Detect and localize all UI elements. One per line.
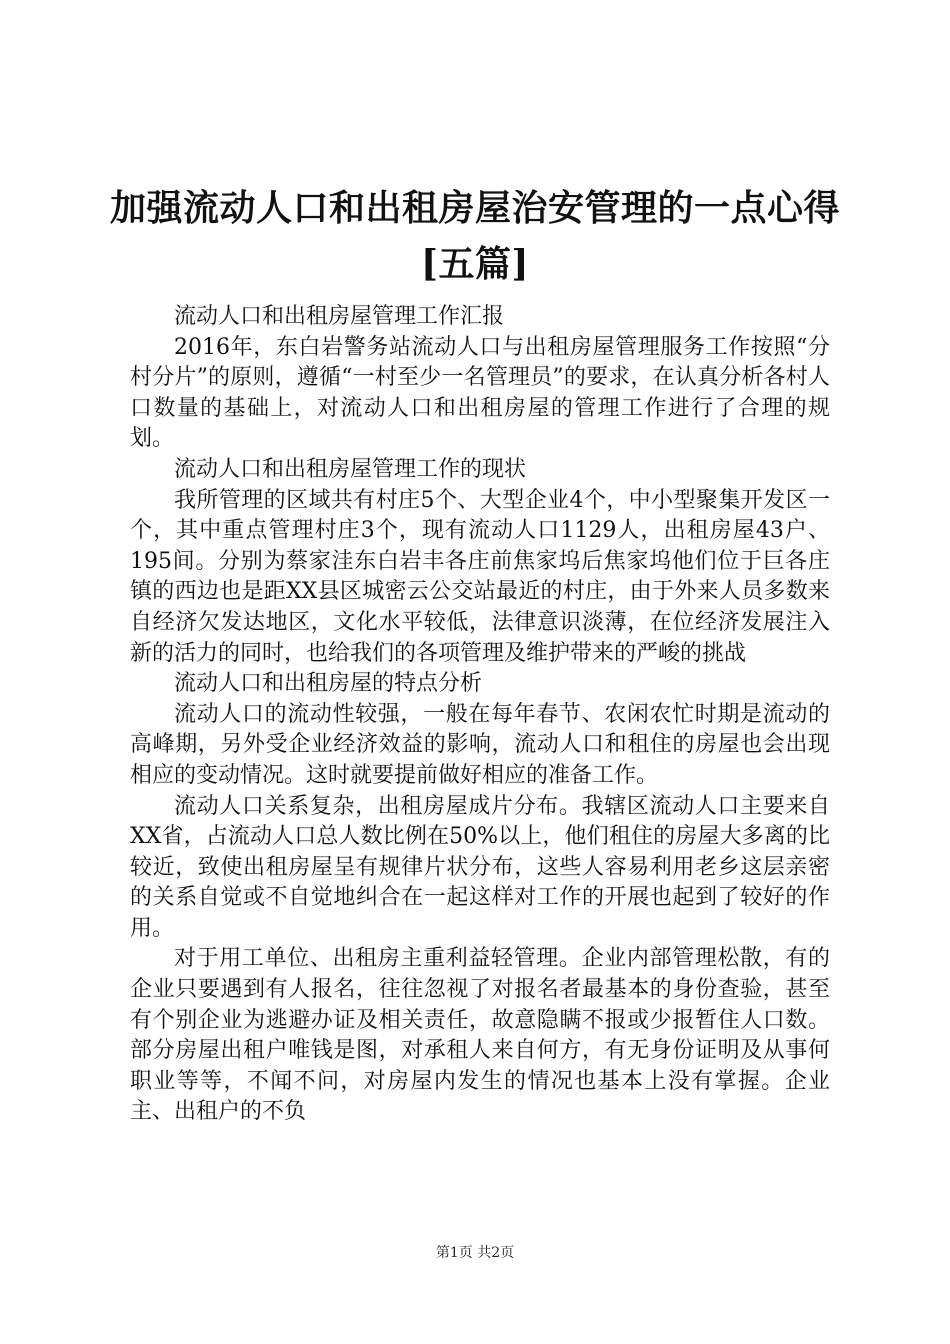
paragraph: 2016年，东白岩警务站流动人口与出租房屋管理服务工作按照“分村分片”的原则，遵循“一村至少一名管理员”的要求，在认真分析各村人口数量的基础上，对流动人口和出租房屋的管理工作进行了合理的规划。: [130, 334, 830, 452]
paragraph: 我所管理的区域共有村庄5个、大型企业4个，中小型聚集开发区一个，其中重点管理村庄3个，现有流动人口1129人，出租房屋43户、195间。分别为蔡家洼东白岩丰各庄前焦家坞后焦家坞他们位于巨各庄镇的西边也是距XX县区城密云公交站最近的村庄，由于外来人员多数来自经济欠发达地区，文化水平较低，法律意识淡薄，在位经济发展注入新的活力的同时，也给我们的各项管理及维护带来的严峻的挑战: [130, 487, 830, 666]
section-heading: 流动人口和出租房屋管理工作汇报: [174, 304, 505, 329]
document-title-subtitle: [五篇]: [420, 243, 530, 285]
paragraph: 对于用工单位、出租房主重利益轻管理。企业内部管理松散，有的企业只要遇到有人报名，往往忽视了对报名者最基本的身份查验，甚至有个别企业为逃避办证及相关责任，故意隐瞒不报或少报暂住人口数。部分房屋出租户唯钱是图，对承租人来自何方，有无身份证明及从事何职业等等，不闻不问，对房屋内发生的情况也基本上没有掌握。企业主、出租户的不负: [130, 946, 830, 1125]
page-number-footer: 第1页 共2页: [435, 1245, 515, 1261]
paragraph: 流动人口关系复杂，出租房屋成片分布。我辖区流动人口主要来自XX省，占流动人口总人数比例在50%以上，他们租住的房屋大多离的比较近，致使出租房屋呈有规律片状分布，这些人容易利用老乡这层亲密的关系自觉或不自觉地纠合在一起这样对工作的开展也起到了较好的作用。: [130, 793, 830, 941]
document-body: [130, 302, 830, 1128]
paragraph: 流动人口的流动性较强，一般在每年春节、农闲农忙时期是流动的高峰期，另外受企业经济效益的影响，流动人口和租住的房屋也会出现相应的变动情况。这时就要提前做好相应的准备工作。: [130, 701, 830, 788]
section-heading: 流动人口和出租房屋的特点分析: [174, 671, 483, 697]
document-title: 加强流动人口和出租房屋治安管理的一点心得: [109, 187, 840, 229]
section-heading: 流动人口和出租房屋管理工作的现状: [174, 456, 527, 482]
